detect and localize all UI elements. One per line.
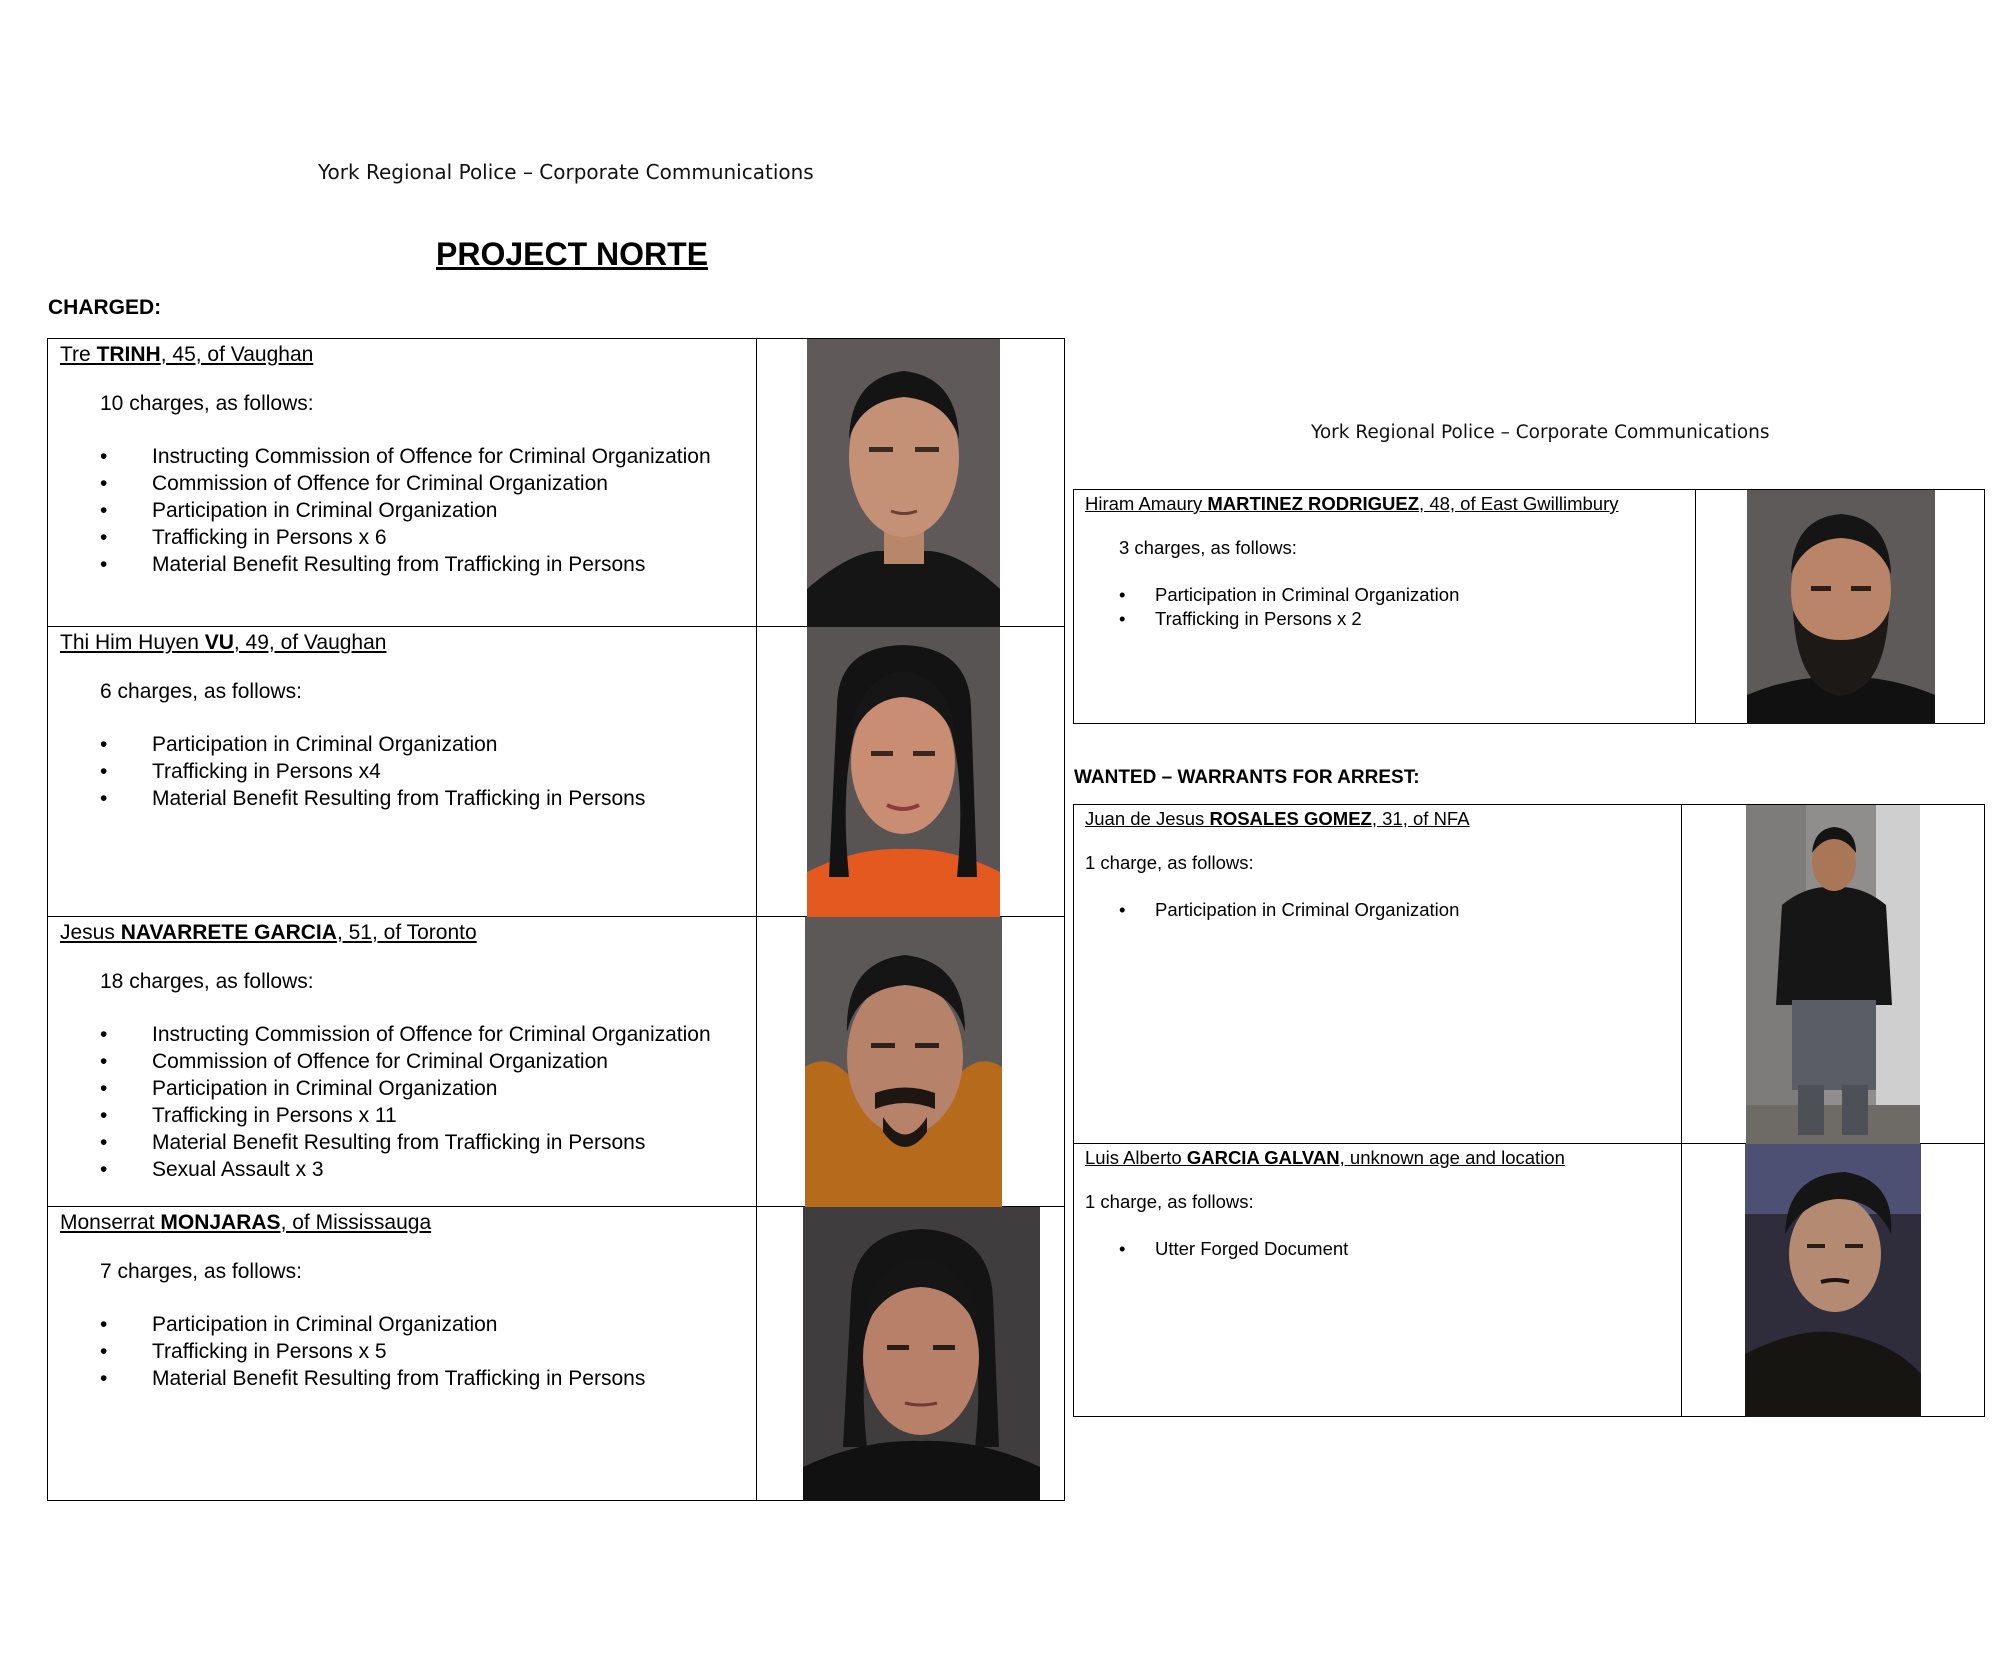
charge-item: • Participation in Criminal Organization [60, 731, 756, 758]
charge-item: • Trafficking in Persons x 6 [60, 524, 756, 551]
page-title: PROJECT NORTE [436, 236, 709, 272]
table-row [48, 917, 1065, 1207]
person-name [60, 1211, 756, 1235]
charge-list [60, 731, 756, 812]
mugshot-photo [805, 917, 1002, 1207]
charge-item: • Material Benefit Resulting from Trafficking in Persons [60, 1365, 756, 1392]
person-info-cell [48, 339, 757, 627]
person-details: , 45, of Vaughan [160, 343, 314, 366]
person-name [1085, 493, 1695, 515]
person-first-name: Monserrat [60, 1211, 161, 1234]
charge-item: • Instructing Commission of Offence for Criminal Organization [60, 1021, 756, 1048]
person-info-cell [1074, 805, 1682, 1144]
person-first-name: Tre [60, 343, 97, 366]
charge-summary: 1 charge, as follows: [1085, 1191, 1254, 1212]
person-info-cell [1074, 1144, 1682, 1417]
header-right: York Regional Police – Corporate Communications [1311, 422, 1770, 443]
photo-cell [757, 627, 1065, 917]
photo-cell [757, 917, 1065, 1207]
section-charged-label: CHARGED: [48, 296, 162, 319]
charge-list [60, 1311, 756, 1392]
person-first-name: Thi Him Huyen [60, 631, 205, 654]
person-last-name: VU [204, 631, 234, 654]
mugshot-photo [807, 339, 1000, 627]
charge-item: • Trafficking in Persons x 2 [1085, 607, 1695, 631]
charge-item: • Participation in Criminal Organization [60, 1311, 756, 1338]
charge-item: • Trafficking in Persons x 5 [60, 1338, 756, 1365]
charge-item: • Participation in Criminal Organization [1085, 898, 1681, 922]
wanted-photo [1746, 805, 1920, 1144]
photo-cell [1696, 490, 1985, 724]
table-row [1074, 805, 1985, 1144]
person-first-name: Luis Alberto [1085, 1147, 1187, 1168]
charge-list [1085, 583, 1695, 631]
charge-item: • Participation in Criminal Organization [60, 497, 756, 524]
table-row [48, 339, 1065, 627]
charge-item: • Material Benefit Resulting from Trafficking in Persons [60, 551, 756, 578]
charge-item: • Commission of Offence for Criminal Organization [60, 1048, 756, 1075]
table-row [48, 627, 1065, 917]
charge-summary: 1 charge, as follows: [1085, 852, 1254, 873]
charge-item: • Material Benefit Resulting from Trafficking in Persons [60, 1129, 756, 1156]
wanted-photo [1745, 1144, 1921, 1417]
charge-item: • Instructing Commission of Offence for Criminal Organization [60, 443, 756, 470]
person-info-cell [48, 1207, 757, 1501]
charge-list [1085, 898, 1681, 922]
charge-list [60, 443, 756, 578]
person-info-cell [1074, 490, 1696, 724]
person-name [60, 343, 756, 367]
charge-item: • Utter Forged Document [1085, 1237, 1681, 1261]
person-first-name: Juan de Jesus [1085, 808, 1210, 829]
table-row [1074, 490, 1985, 724]
person-name [1085, 808, 1681, 830]
person-details: , 48, of East Gwillimbury [1419, 493, 1619, 514]
charge-summary: 6 charges, as follows: [100, 680, 302, 703]
person-name [60, 631, 756, 655]
person-info-cell [48, 917, 757, 1207]
person-last-name: MONJARAS [160, 1211, 281, 1234]
photo-cell [1682, 805, 1985, 1144]
charge-item: • Commission of Offence for Criminal Organization [60, 470, 756, 497]
charge-item: • Trafficking in Persons x 11 [60, 1102, 756, 1129]
charge-summary: 7 charges, as follows: [100, 1260, 302, 1283]
person-last-name: MARTINEZ RODRIGUEZ [1207, 493, 1420, 514]
person-first-name: Jesus [60, 921, 121, 944]
person-details: , 49, of Vaughan [233, 631, 387, 654]
person-last-name: NAVARRETE GARCIA [120, 921, 337, 944]
person-details: , 51, of Toronto [336, 921, 477, 944]
person-first-name: Hiram Amaury [1085, 493, 1208, 514]
header-left: York Regional Police – Corporate Communications [318, 160, 814, 184]
charge-item: • Trafficking in Persons x4 [60, 758, 756, 785]
person-details: , 31, of NFA [1371, 808, 1470, 829]
charge-item: • Participation in Criminal Organization [60, 1075, 756, 1102]
charged-right-table [1073, 489, 1985, 724]
person-last-name: GARCIA GALVAN [1186, 1147, 1340, 1168]
person-info-cell [48, 627, 757, 917]
charge-summary: 18 charges, as follows: [100, 970, 314, 993]
table-row [48, 1207, 1065, 1501]
person-name [1085, 1147, 1681, 1169]
person-name [60, 921, 756, 945]
table-row [1074, 1144, 1985, 1417]
mugshot-photo [1747, 490, 1935, 724]
photo-cell [1682, 1144, 1985, 1417]
person-details: , of Mississauga [280, 1211, 432, 1234]
charge-item: • Participation in Criminal Organization [1085, 583, 1695, 607]
person-details: , unknown age and location [1339, 1147, 1565, 1168]
charged-table [47, 338, 1065, 1501]
section-wanted-label: WANTED – WARRANTS FOR ARREST: [1074, 767, 1420, 788]
charge-summary: 3 charges, as follows: [1119, 537, 1297, 558]
charge-item: • Sexual Assault x 3 [60, 1156, 756, 1183]
wanted-table [1073, 804, 1985, 1417]
photo-cell [757, 339, 1065, 627]
photo-cell [757, 1207, 1065, 1501]
charge-list [60, 1021, 756, 1183]
charge-summary: 10 charges, as follows: [100, 392, 314, 415]
mugshot-photo [803, 1207, 1040, 1501]
charge-item: • Material Benefit Resulting from Trafficking in Persons [60, 785, 756, 812]
person-last-name: TRINH [96, 343, 161, 366]
mugshot-photo [807, 627, 1000, 917]
person-last-name: ROSALES GOMEZ [1209, 808, 1372, 829]
charge-list [1085, 1237, 1681, 1261]
